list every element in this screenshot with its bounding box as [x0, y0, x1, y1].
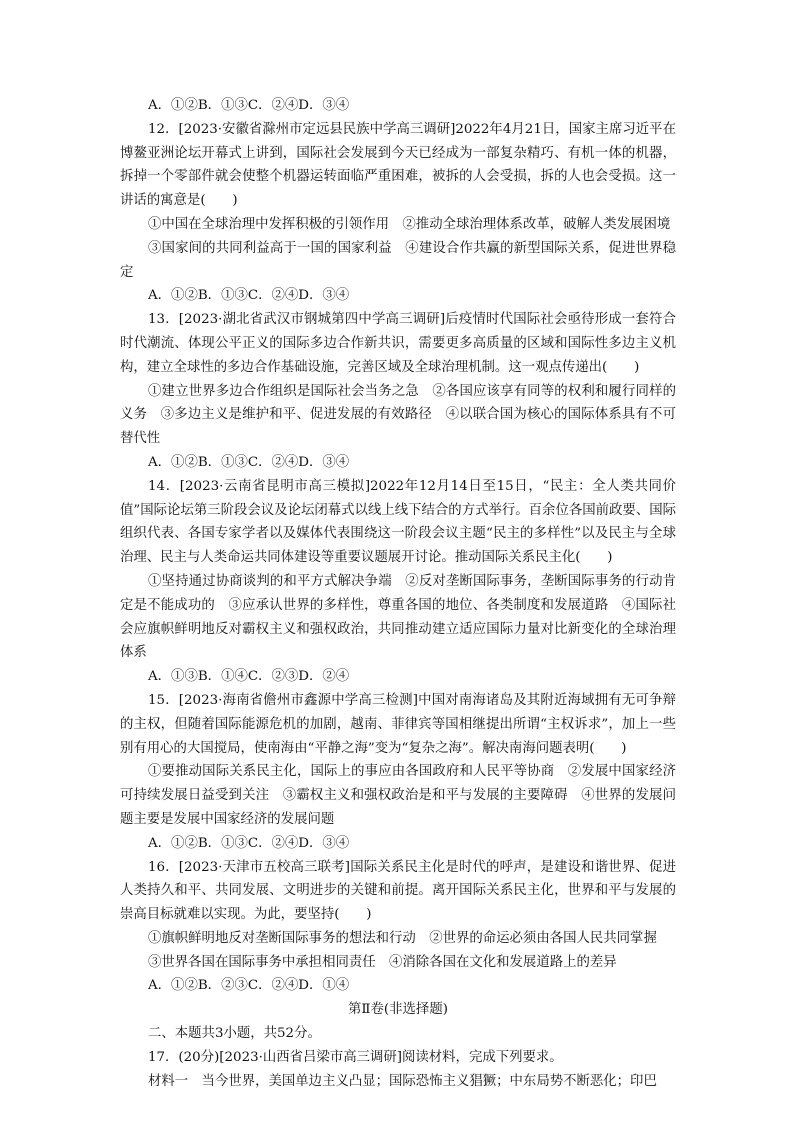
- q16-stem: 16．[2023·天津市五校高三联考]国际关系民主化是时代的呼声，是建设和谐世界、促进人类持久和平、共同发展、文明进步的关键和前提。离开国际关系民主化，世界和平与发展的崇高目标就难以实现。为此，要坚持( ): [120, 859, 676, 923]
- q12-item-line-2: ③国家间的共同利益高于一国的国家利益 ④建设合作共赢的新型国际关系，促进世界稳定: [120, 240, 676, 280]
- section-title: 第Ⅱ卷(非选择题): [348, 1002, 448, 1018]
- q12-stem: 12．[2023·安徽省滁州市定远县民族中学高三调研]2022年4月21日，国家主席习近平在博鳌亚洲论坛开幕式上讲到，国际社会发展到今天已经成为一部复杂精巧、有机一体的机器，拆掉一个零部件就会使整个机器运转面临严重困难，被拆的人会受损，拆的人也会受损。这一讲话的寓意是( ): [120, 121, 676, 209]
- q17-material: 材料一 当今世界，美国单边主义凸显；国际恐怖主义猖獗；中东局势不断恶化；印巴: [148, 1073, 657, 1089]
- question-16: [120, 856, 676, 999]
- q16-options: A．①②B．②③C．②④D．①④: [148, 978, 350, 994]
- q15-options: A．①②B．①③C．②④D．③④: [148, 835, 350, 851]
- q16-item-line-2: ③世界各国在国际事务中承担相同责任 ④消除各国在文化和发展道路上的差异: [148, 954, 617, 970]
- q13-stem: 13．[2023·湖北省武汉市钢城第四中学高三调研]后疫情时代国际社会亟待形成一套符合时代潮流、体现公平正义的国际多边合作新共识，需要更多高质量的区域和国际性多边主义机构，建立全球性的多边合作基础设施，完善区域及全球治理机制。这一观点传递出( ): [120, 312, 676, 375]
- q15-stem: 15．[2023·海南省儋州市鑫源中学高三检测]中国对南海诸岛及其附近海域拥有无可争辩的主权，但随着国际能源危机的加剧，越南、菲律宾等国相继提出所谓“主权诉求”，加上一些别有用心的大国搅局，使南海由“平静之海”变为“复杂之海”。解决南海问题表明( ): [120, 692, 676, 756]
- question-15: [120, 689, 676, 856]
- question-12: [120, 118, 676, 308]
- q14-items: ①坚持通过协商谈判的和平方式解决争端 ②反对垄断国际事务，垄断国际事务的行动肯定是不能成功的 ③应承认世界的多样性，尊重各国的地位、各类制度和发展道路 ④国际社会应旗帜鲜明地反对霸权主义和强权政治，共同推动建立适应国际力量对比新变化的全球治理体系: [120, 573, 676, 661]
- question-17: [120, 1046, 676, 1094]
- q12-options: A．①②B．①③C．②④D．③④: [148, 288, 350, 304]
- q14-stem: 14．[2023·云南省昆明市高三模拟]2022年12月14日至15日，“民主：全人类共同价值”国际论坛第三阶段会议及论坛闭幕式以线上线下结合的方式举行。百余位各国前政要、国际组织代表、各国专家学者以及媒体代表围绕这一阶段会议主题“民主的多样性”以及民主与全球治理、民主与人类命运共同体建设等重要议题展开讨论。推动国际关系民主化( ): [120, 478, 676, 566]
- q13-items: ①建立世界多边合作组织是国际社会当务之急 ②各国应该享有同等的权利和履行同样的义务 ③多边主义是维护和平、促进发展的有效路径 ④以联合国为核心的国际体系具有不可替代性: [120, 383, 676, 447]
- exam-page: [120, 94, 676, 1093]
- q12-item-line-1: ①中国在全球治理中发挥积极的引领作用 ②推动全球治理体系改革，破解人类发展困境: [148, 216, 671, 232]
- question-14: [120, 475, 676, 689]
- question-13: [120, 308, 676, 475]
- q14-options: A．①③B．①④C．②③D．②④: [148, 669, 350, 685]
- q11-options: A．①②B．①③C．②④D．③④: [148, 98, 350, 113]
- q13-options: A．①②B．①③C．②④D．③④: [148, 454, 350, 470]
- q15-items: ①要推动国际关系民主化，国际上的事应由各国政府和人民平等协商 ②发展中国家经济可持续发展日益受到关注 ③霸权主义和强权政治是和平与发展的主要障碍 ④世界的发展问题主要是发展中国家经济的发展问题: [120, 764, 676, 827]
- q16-item-line-1: ①旗帜鲜明地反对垄断国际事务的想法和行动 ②世界的命运必须由各国人民共同掌握: [148, 930, 657, 946]
- q17-stem: 17．(20分)[2023·山西省吕梁市高三调研]阅读材料，完成下列要求。: [148, 1049, 563, 1065]
- section-intro: 二、本题共3小题，共52分。: [148, 1026, 321, 1042]
